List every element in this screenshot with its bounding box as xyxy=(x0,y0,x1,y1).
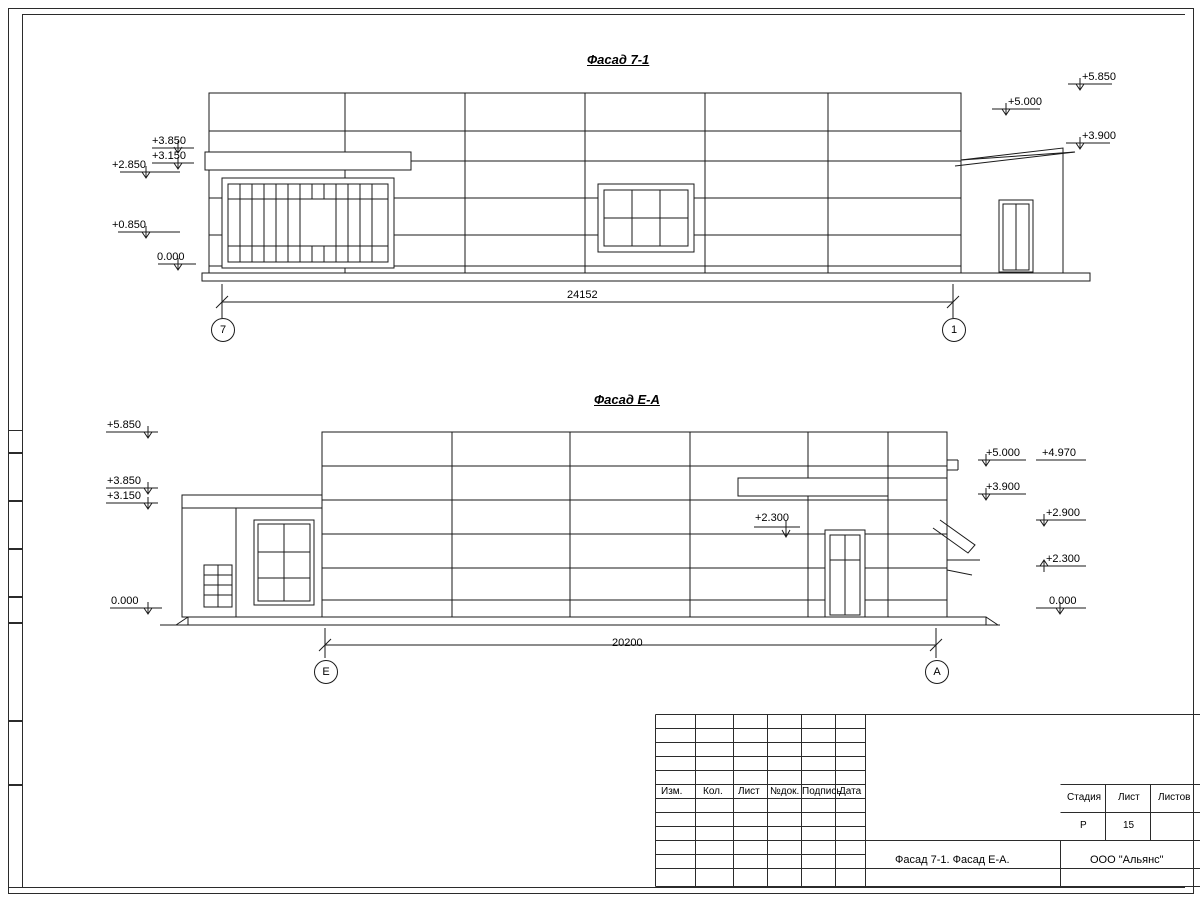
facade-1-axis-right: 1 xyxy=(942,318,966,342)
facade-2-elev-4970: +4.970 xyxy=(1042,447,1076,459)
facade-1-elev-5000: +5.000 xyxy=(1008,96,1042,108)
facade-2-axis-left: Е xyxy=(314,660,338,684)
rev-header-list: Лист xyxy=(738,786,760,797)
facade-2-elev-3850: +3.850 xyxy=(107,475,141,487)
facade-2-elev-3150: +3.150 xyxy=(107,490,141,502)
facade-2-elev-2300-right: +2.300 xyxy=(1046,553,1080,565)
facade-2-elev-3900: +3.900 xyxy=(986,481,1020,493)
stage-header-stadiya: Стадия xyxy=(1067,792,1102,803)
rev-header-kol: Кол. xyxy=(703,786,723,797)
facade-1-elev-0000: 0.000 xyxy=(157,251,185,263)
facade-1-title: Фасад 7-1 xyxy=(587,52,650,67)
stage-value: Р xyxy=(1080,820,1087,831)
facade-1-elev-3900: +3.900 xyxy=(1082,130,1116,142)
stage-header-list: Лист xyxy=(1118,792,1140,803)
facade-2-elev-0000: 0.000 xyxy=(111,595,139,607)
rev-header-ndok: №док. xyxy=(770,786,800,797)
facade-2-title: Фасад Е-А xyxy=(594,392,660,407)
facade-1-elev-0850: +0.850 xyxy=(112,219,146,231)
facade-2-elev-2300-mid: +2.300 xyxy=(755,512,789,524)
facade-1-elev-2850: +2.850 xyxy=(112,159,146,171)
sheet-number: 15 xyxy=(1123,820,1135,831)
facade-2-axis-right: А xyxy=(925,660,949,684)
facade-1-elev-3150: +3.150 xyxy=(152,150,186,162)
facade-2-elev-5000: +5.000 xyxy=(986,447,1020,459)
facade-2-elev-5850: +5.850 xyxy=(107,419,141,431)
facade-1-elev-5850: +5.850 xyxy=(1082,71,1116,83)
rev-header-data: Дата xyxy=(839,786,862,797)
title-block xyxy=(655,714,1200,886)
facade-1-elev-3850: +3.850 xyxy=(152,135,186,147)
facade-2-elev-0000-right: 0.000 xyxy=(1049,595,1077,607)
facade-2-elev-2900: +2.900 xyxy=(1046,507,1080,519)
company-name: ООО "Альянс" xyxy=(1090,854,1164,866)
rev-header-podpis: Подпись xyxy=(802,786,842,797)
rev-header-izm: Изм. xyxy=(661,786,683,797)
facade-1-dimension: 24152 xyxy=(567,289,598,301)
facade-2-dimension: 20200 xyxy=(612,637,643,649)
stage-header-listov: Листов xyxy=(1158,792,1191,803)
sheet-name: Фасад 7-1. Фасад Е-А. xyxy=(895,854,1010,866)
facade-1-axis-left: 7 xyxy=(211,318,235,342)
